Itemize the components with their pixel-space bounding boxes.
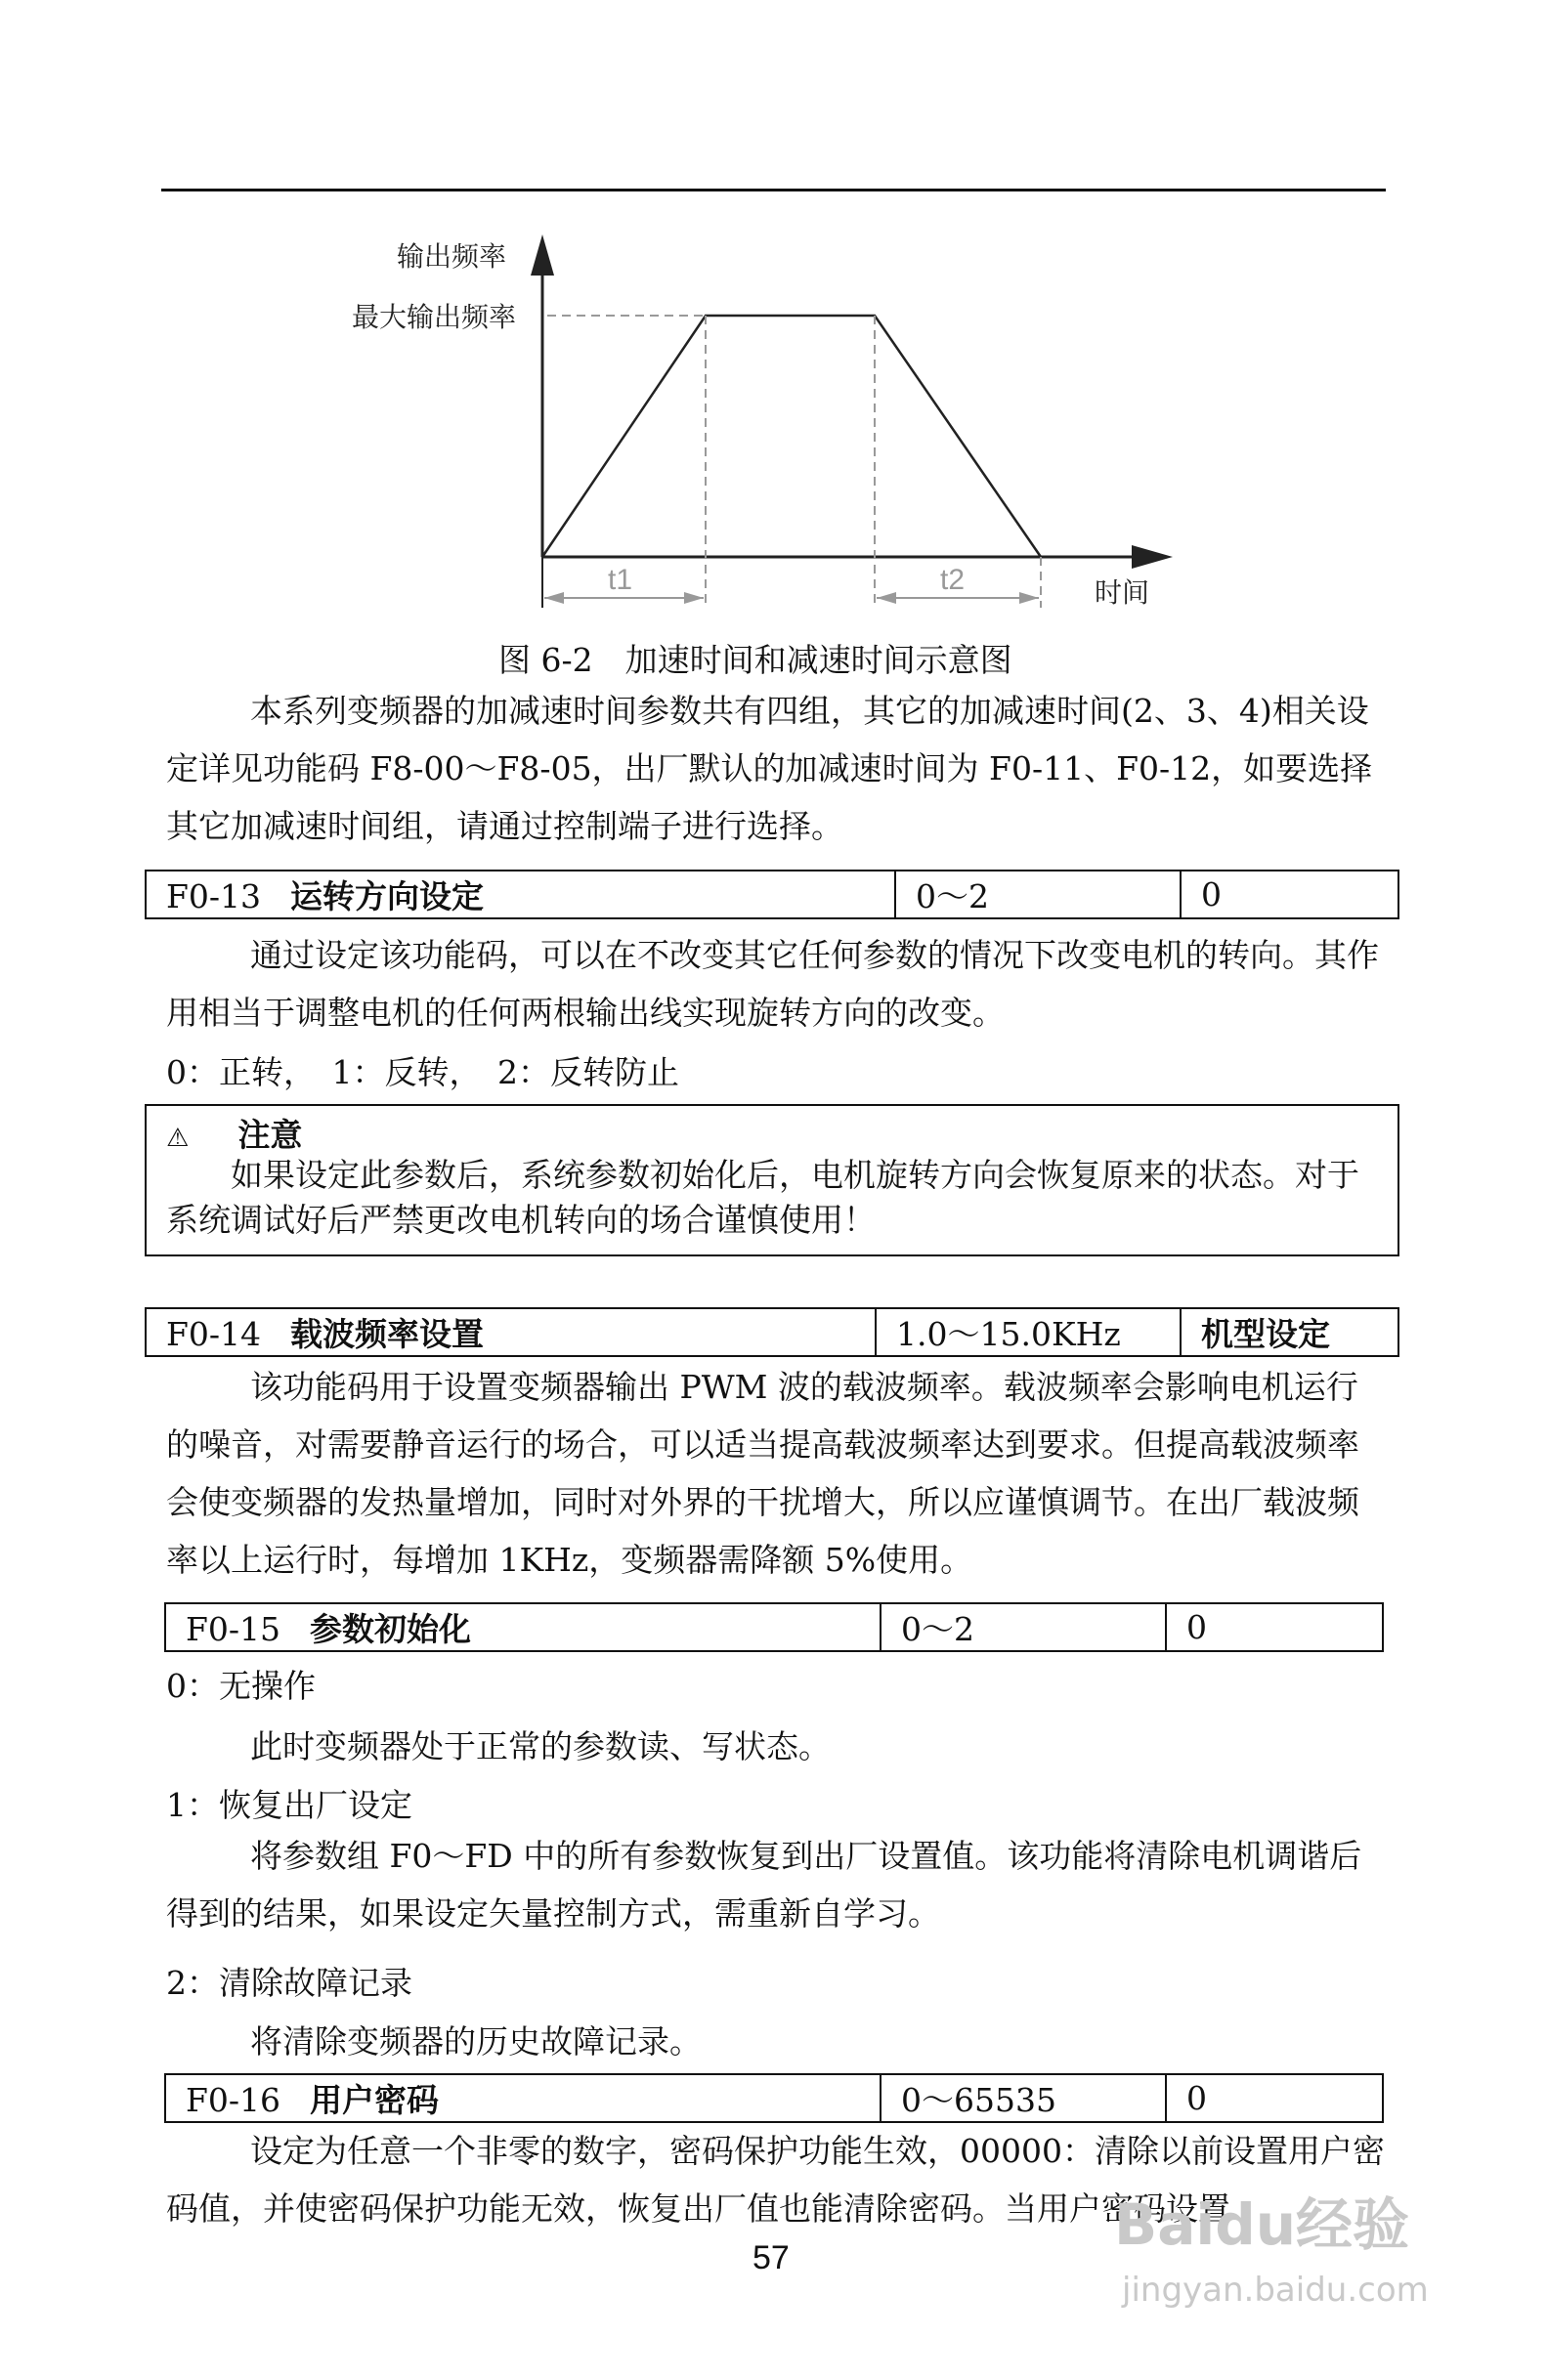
param-table-f0-15 — [164, 1602, 1384, 1652]
param-name: 载波频率设置 — [290, 1315, 485, 1353]
caution-box — [145, 1104, 1399, 1256]
param-name: 用户密码 — [310, 2081, 440, 2119]
param-table-f0-13 — [145, 870, 1399, 919]
t2-label: t2 — [940, 564, 966, 596]
param-range: 0～65535 — [881, 2074, 1166, 2122]
max-frequency-label: 最大输出频率 — [352, 301, 517, 333]
warning-icon: ⚠ — [166, 1124, 190, 1153]
watermark — [1114, 2179, 1429, 2310]
para-carrier: 该功能码用于设置变频器输出 PWM 波的载波频率。载波频率会影响电机运行的噪音，对需要静音运行的场合，可以适当提高载波频率达到要求。但提高载波频率会使变频器的发热量增加，同时对外界的干扰增大，所以应谨慎调节。在出厂载波频率以上运行时，每增加 1KHz，变频器需降额 5%使用。 — [166, 1368, 1359, 1579]
accel-decel-diagram — [0, 0, 1548, 625]
watermark-logo: Baidu经验 — [1114, 2191, 1410, 2258]
param-table-f0-16 — [164, 2073, 1384, 2123]
init-option-0-text: 此时变频器处于正常的参数读、写状态。 — [250, 1727, 831, 1765]
figure-caption: 图 6-2 加速时间和减速时间示意图 — [498, 641, 1012, 679]
t1-label: t1 — [608, 564, 633, 596]
param-table-f0-14 — [145, 1307, 1399, 1357]
param-default: 0 — [1166, 2074, 1383, 2122]
caution-title: 注意 — [237, 1116, 303, 1154]
para-direction: 通过设定该功能码，可以在不改变其它任何参数的情况下改变电机的转向。其作用相当于调整电机的任何两根输出线实现旋转方向的改变。 — [166, 936, 1379, 1032]
param-code: F0-14 — [166, 1315, 262, 1353]
speed-profile-line — [542, 316, 1041, 557]
page-number: 57 — [752, 2239, 790, 2276]
param-default: 0 — [1166, 1603, 1383, 1651]
param-range: 0～2 — [881, 1603, 1166, 1651]
param-range: 0～2 — [895, 871, 1181, 918]
param-default: 机型设定 — [1181, 1308, 1398, 1356]
watermark-url: jingyan.baidu.com — [1122, 2271, 1429, 2310]
y-axis-label: 输出频率 — [397, 240, 507, 273]
init-option-0-label: 0：无操作 — [166, 1667, 316, 1705]
init-option-1-text: 将参数组 F0～FD 中的所有参数恢复到出厂设置值。该功能将清除电机调谐后得到的结果，如果设定矢量控制方式，需重新自学习。 — [166, 1837, 1362, 1933]
param-code: F0-15 — [186, 1610, 281, 1648]
param-range: 1.0～15.0KHz — [876, 1308, 1181, 1356]
direction-options: 0：正转， 1：反转， 2：反转防止 — [166, 1053, 679, 1091]
y-axis-arrow — [531, 234, 554, 276]
caution-text: 如果设定此参数后，系统参数初始化后，电机旋转方向会恢复原来的状态。对于系统调试好后严禁更改电机转向的场合谨慎使用！ — [166, 1156, 1359, 1239]
x-axis-arrow — [1132, 545, 1173, 569]
x-axis-label: 时间 — [1095, 576, 1150, 609]
param-code: F0-13 — [166, 877, 262, 915]
param-default: 0 — [1181, 871, 1398, 918]
init-option-1-label: 1：恢复出厂设定 — [166, 1786, 412, 1824]
para-accel-groups: 本系列变频器的加减速时间参数共有四组，其它的加减速时间(2、3、4)相关设定详见功能码 F8-00～F8-05，出厂默认的加减速时间为 F0-11、F0-12，如要选择其它加减速时间组，请通过控制端子进行选择。 — [166, 692, 1373, 845]
init-option-2-text: 将清除变频器的历史故障记录。 — [250, 2022, 702, 2061]
param-name: 参数初始化 — [310, 1610, 472, 1648]
para-password: 设定为任意一个非零的数字，密码保护功能生效，00000：清除以前设置用户密码值，并使密码保护功能无效，恢复出厂值也能清除密码。当用户密码设置 — [166, 2132, 1385, 2228]
init-option-2-label: 2：清除故障记录 — [166, 1964, 412, 2002]
param-name: 运转方向设定 — [290, 877, 485, 915]
param-code: F0-16 — [186, 2081, 281, 2119]
